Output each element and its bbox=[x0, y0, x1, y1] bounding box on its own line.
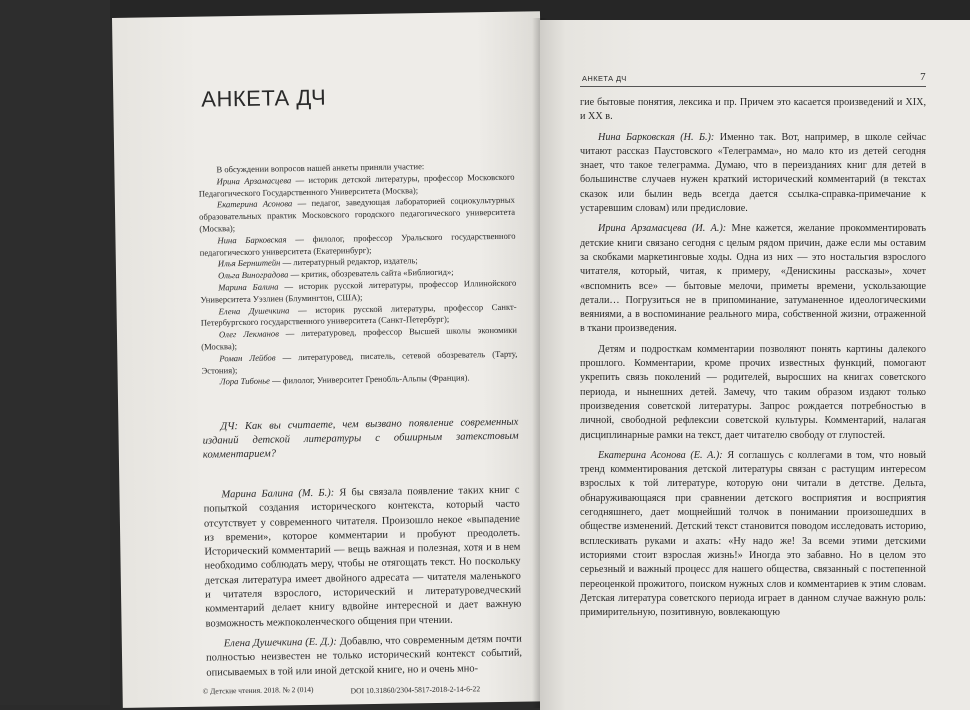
participant-desc: — историк детской литературы, профессор Московского Педагогического Государственного Университета (Москва); bbox=[198, 171, 515, 199]
participant-desc: — педагог, заведующая лабораторией социокультурных образовательных практик Московского городского педагогического университета (Москва); bbox=[199, 195, 516, 234]
participant-name: Олег Лекманов bbox=[218, 328, 279, 340]
answer-paragraph bbox=[580, 131, 926, 217]
participant-desc: — литературовед, писатель, сетевой обозреватель (Тарту, Эстония); bbox=[201, 348, 518, 376]
answer-paragraph bbox=[580, 449, 926, 621]
left-page bbox=[112, 11, 551, 708]
participant-desc: — литературовед, профессор Высшей школы экономики (Москва); bbox=[201, 324, 518, 352]
answer-paragraph bbox=[580, 343, 926, 443]
participant-desc: — литературный редактор, издатель; bbox=[280, 255, 418, 268]
answer-paragraph bbox=[206, 633, 523, 681]
answer-text: Детям и подросткам комментарии позволяют понять картины далекого прошлого. Комментарии, кроме прочих известных функций, помогают укрепить связь поколений — родителей, выросших на книгах советского периода, и нынешних детей. Замечу, что таким образом издают только произведения советской литературы. Запрос рождается потребностью в личной, свободной рефлексии советской культуры. Комментарий, налагая дисциплинарные рамки на текст, дает читателю свободу от глупостей. bbox=[580, 343, 926, 441]
doi-text: DOI 10.31860/2304-5817-2018-2-14-6-22 bbox=[350, 684, 481, 696]
participant-desc: — критик, обозреватель сайта «Библиогид»; bbox=[288, 266, 454, 280]
participant-name: Ирина Арзамасцева bbox=[216, 175, 292, 187]
participant-desc: — историк русской литературы, профессор Иллинойского Университета Уэзлиен (Блумингтон, США); bbox=[200, 277, 517, 305]
participant-desc: — историк русской литературы, профессор Санкт-Петербургского государственного университета (Санкт-Петербург); bbox=[200, 301, 517, 329]
continuation-paragraph: гие бытовые понятия, лексика и пр. Причем это касается произведений и XIX, и XX в. bbox=[580, 97, 926, 123]
participant-name: Илья Бернштейн bbox=[217, 257, 281, 269]
answer-paragraph bbox=[203, 484, 521, 632]
running-head-title: АНКЕТА ДЧ bbox=[582, 74, 627, 83]
answer-text: Добавлю, что современным детям почти полностью неизвестен не только исторический контекст событий, описываемых в той или иной детской книге, но и очень мно- bbox=[205, 633, 523, 679]
answer-speaker: Елена Душечкина (Е. Д.): bbox=[223, 636, 337, 650]
participant-name: Елена Душечкина bbox=[218, 304, 290, 316]
participant-name: Роман Лейбов bbox=[219, 352, 276, 364]
participant-desc: — филолог, профессор Уральского государственного педагогического университета (Екатеринбург); bbox=[199, 230, 516, 258]
page-number: 7 bbox=[920, 71, 926, 83]
answer-speaker: Нина Барковская (Н. Б.): bbox=[598, 131, 715, 143]
answer-text: Мне кажется, желание прокомментировать детские книги связано сегодня с целым рядом причин, даже если мы оставим за скобками маркетинговые ходы. Одна из них — это ностальгия взрослого читателя, который, читая, к примеру, «Денискины рассказы», хочет «вспомнить все» — бытовые мелочи, приметы времени, ускользающие детали… Погрузиться не в припоминание, затуманенное идеологическими веяниями, а в воспоминание реального мира, собственной жизни, отраженной в ткани произведения. bbox=[580, 223, 926, 335]
participant-name: Марина Балина bbox=[218, 281, 279, 293]
participant-desc: — филолог, Университет Гренобль-Альпы (Франция). bbox=[269, 372, 470, 386]
participant-name: Ольга Виноградова bbox=[217, 269, 289, 281]
answer-text: Я бы связала появление таких книг с попыткой создания исторического контекста, который часто отсутствует у современного читателя. Произошло некое «выпадение из времени», которое комментарии и пробуют преодолеть. Исторический комментарий — вещь важная и полезная, хотя и в нем необходимо соблюдать меру, чтобы не отягощать текст. Но поскольку детская литература имеет двойного адресата — читателя маленького и читателя взрослого, исторический и литературоведческий комментарий делает книгу вдвойне интересной и дает важную возможность межпоколенческого общения при чтении. bbox=[203, 484, 522, 630]
scan-background-left bbox=[0, 0, 110, 705]
answer-text: Я соглашусь с коллегами в том, что новый тренд комментирования детской литературы связан с растущим интересом взрослых к той литературе, которую они читали в детстве. Дельта, обнаруживающаяся при сравнении детского восприятия и восприятия сегодняшнего, дает мощнейший толчок в понимании произошедших в обществе изменений. Детский текст становится поводом исследовать историю, всплескивать руками и ахать: «Ну надо же! За всеми этими детскими историями стоит взрослая жизнь!» Иногда это забавно. Но в целом это серьезный и важный процесс для нашего общества, связанный с постепенной переоценкой прожитого, поиском нужных слов и комментариев к этим словам. Детская литература советского периода играет в данном случае важную роль: примирительную, позитивную, вовлекающую bbox=[580, 449, 926, 619]
participant-item bbox=[199, 195, 516, 235]
participant-name: Лора Тибонье bbox=[219, 375, 271, 387]
journal-footer: © Детские чтения. 2018. № 2 (014) bbox=[202, 684, 314, 696]
participants-intro: В обсуждении вопросов нашей анкеты приняли участие: bbox=[216, 161, 425, 175]
answer-paragraph bbox=[580, 222, 926, 336]
survey-question: ДЧ: Как вы считаете, чем вызвано появление современных изданий детской литературы с обширным затекстовым комментарием? bbox=[202, 416, 519, 462]
answer-speaker: Ирина Арзамасцева (И. А.): bbox=[598, 223, 727, 235]
answer-text: Именно так. Вот, например, в школе сейчас читают рассказ Паустовского «Телеграмма», но мало кто из детей сегодня знает, что такое телеграмма. Думаю, что в переизданиях книг для детей в большинстве случаев нужен краткий исторический комментарий (в текстах сказок или былин ведь всегда дается ссылка-справка-примечание к устаревшим словам) или предисловие. bbox=[580, 131, 926, 215]
answers-right bbox=[580, 96, 926, 626]
page-title: АНКЕТА ДЧ bbox=[201, 84, 327, 112]
participant-name: Екатерина Асонова bbox=[216, 198, 293, 210]
answers-left bbox=[203, 484, 522, 687]
answer-speaker: Марина Балина (М. Б.): bbox=[221, 487, 335, 501]
right-page bbox=[540, 20, 970, 710]
participants-list bbox=[198, 160, 517, 389]
running-head bbox=[580, 71, 926, 87]
answer-speaker: Екатерина Асонова (Е. А.): bbox=[598, 449, 723, 461]
participant-name: Нина Барковская bbox=[217, 234, 287, 246]
